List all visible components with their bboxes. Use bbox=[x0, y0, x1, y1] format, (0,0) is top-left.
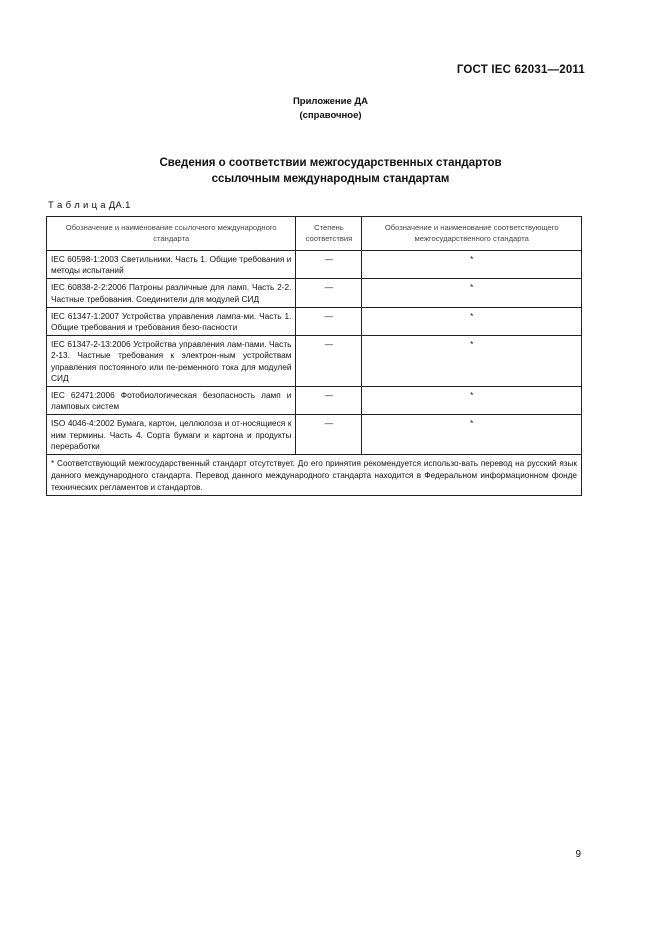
interstate-standard-cell: * bbox=[362, 279, 582, 307]
header-degree-of-conformity: Степень соответствия bbox=[296, 217, 362, 251]
table-caption: Т а б л и ц а ДА.1 bbox=[48, 200, 131, 211]
degree-cell: — bbox=[296, 251, 362, 279]
degree-cell: — bbox=[296, 415, 362, 455]
reference-standard-cell: ISO 4046-4:2002 Бумага, картон, целлюлоза и от-носящиеся к ним термины. Часть 4. Сорта бумаги и картона и продукты переработки bbox=[47, 415, 296, 455]
reference-standard-cell: IEC 60598-1:2003 Светильники. Часть 1. Общие требования и методы испытаний bbox=[47, 251, 296, 279]
degree-cell: — bbox=[296, 336, 362, 387]
table-row bbox=[47, 387, 582, 415]
interstate-standard-cell: * bbox=[362, 336, 582, 387]
section-heading bbox=[0, 155, 661, 187]
degree-cell: — bbox=[296, 307, 362, 335]
table-row bbox=[47, 251, 582, 279]
interstate-standard-cell: * bbox=[362, 251, 582, 279]
table-row bbox=[47, 279, 582, 307]
degree-cell: — bbox=[296, 279, 362, 307]
interstate-standard-cell: * bbox=[362, 415, 582, 455]
section-heading-line-1: Сведения о соответствии межгосударственных стандартов bbox=[159, 157, 502, 169]
appendix-heading bbox=[0, 95, 661, 123]
appendix-subtitle: (справочное) bbox=[299, 110, 362, 121]
header-interstate-standard: Обозначение и наименование соответствующего межгосударственного стандарта bbox=[362, 217, 582, 251]
document-code: ГОСТ IEC 62031—2011 bbox=[456, 64, 585, 76]
interstate-standard-cell: * bbox=[362, 307, 582, 335]
table-row bbox=[47, 336, 582, 387]
reference-standard-cell: IEC 61347-1:2007 Устройства управления лампа-ми. Часть 1. Общие требования и требования безо-пасности bbox=[47, 307, 296, 335]
section-heading-line-2: ссылочным международным стандартам bbox=[211, 173, 450, 185]
reference-standard-cell: IEC 62471:2006 Фотобиологическая безопасность ламп и ламповых систем bbox=[47, 387, 296, 415]
reference-standard-cell: IEC 60838-2-2:2006 Патроны различные для ламп. Часть 2-2. Частные требования. Соединители для модулей СИД bbox=[47, 279, 296, 307]
interstate-standard-cell: * bbox=[362, 387, 582, 415]
page-number: 9 bbox=[575, 849, 581, 860]
table-row bbox=[47, 307, 582, 335]
table-footnote-row bbox=[47, 455, 582, 496]
appendix-title: Приложение ДА bbox=[292, 96, 369, 107]
reference-standard-cell: IEC 61347-2-13:2006 Устройства управления лам-пами. Часть 2-13. Частные требования к электрон-ным устройствам управления постоянного или пе-ременного тока для модулей СИД bbox=[47, 336, 296, 387]
table-row bbox=[47, 415, 582, 455]
header-reference-standard: Обозначение и наименование ссылочного международного стандарта bbox=[47, 217, 296, 251]
table-header-row bbox=[47, 217, 582, 251]
table-footnote: * Соответствующий межгосударственный стандарт отсутствует. До его принятия рекомендуется использо-вать перевод на русский язык данного международного стандарта. Перевод данного международного стандарта находится в Федеральном информационном фонде технических регламентов и стандартов. bbox=[47, 455, 582, 496]
degree-cell: — bbox=[296, 387, 362, 415]
standards-table bbox=[46, 216, 582, 496]
